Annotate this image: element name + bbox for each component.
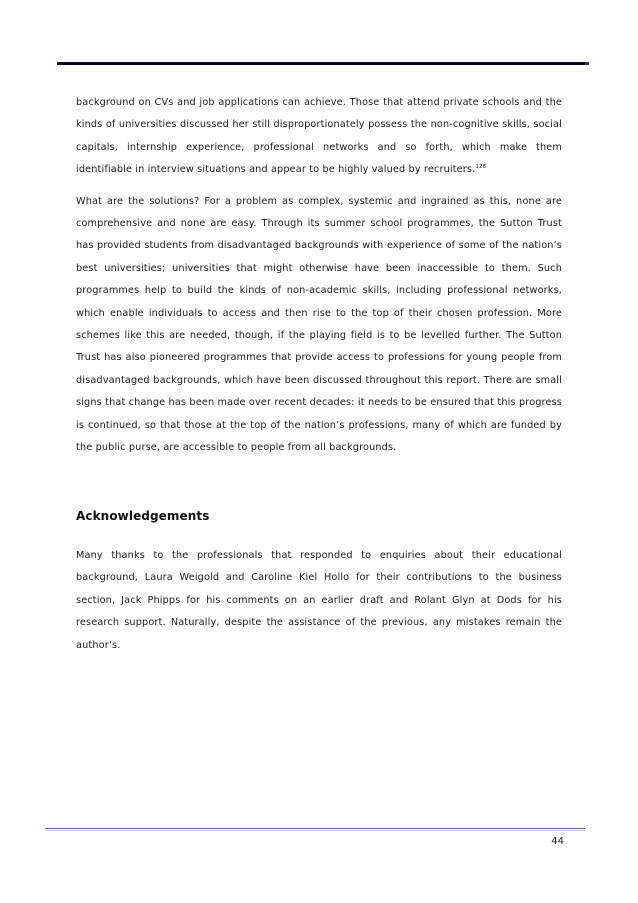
footer-rule [45, 828, 585, 829]
page-number: 44 [551, 836, 564, 847]
acknowledgements-heading: Acknowledgements [76, 509, 210, 523]
paragraph-1-text: background on CVs and job applications can achieve. Those that attend private schools and the kinds of universities discussed her still disproportionately possess the non-cognitive skills, social capitals, internship experience, professional networks and so forth, which make them identifiable in interview situations and appear to be highly valued by recruiters. [76, 97, 562, 176]
header-rule-accent [585, 62, 589, 65]
body-text [76, 92, 562, 460]
acknowledgements-section [76, 545, 562, 657]
acknowledgements-paragraph: Many thanks to the professionals that responded to enquiries about their educational background, Laura Weigold and Caroline Kiel Hollo for their contributions to the business section, Jack Phipps for his comments on an earlier draft and Rolant Glyn at Dods for his research support. Naturally, despite the assistance of the previous, any mistakes remain the author’s. [76, 550, 562, 651]
paragraph-1 [76, 92, 562, 182]
paragraph-2: What are the solutions? For a problem as complex, systemic and ingrained as this, none are comprehensive and none are easy. Through its summer school programmes, the Sutton Trust has provided students from disadvantaged backgrounds with experience of some of the nation’s best universities; universities that might otherwise have been inaccessible to them. Such programmes help to build the kinds of non-academic skills, including professional networks, which enable individuals to access and then rise to the top of their chosen profession. More schemes like this are needed, though, if the playing field is to be levelled further. The Sutton Trust has also pioneered programmes that provide access to professions for young people from disadvantaged backgrounds, which have been discussed throughout this report. There are small signs that change has been made over recent decades: it needs to be ensured that this progress is continued, so that those at the top of the nation’s professions, many of which are funded by the public purse, are accessible to people from all backgrounds. [76, 195, 562, 454]
footer-rule-shadow [45, 830, 585, 831]
header-rule [57, 62, 587, 65]
footnote-marker: 128 [475, 164, 487, 171]
